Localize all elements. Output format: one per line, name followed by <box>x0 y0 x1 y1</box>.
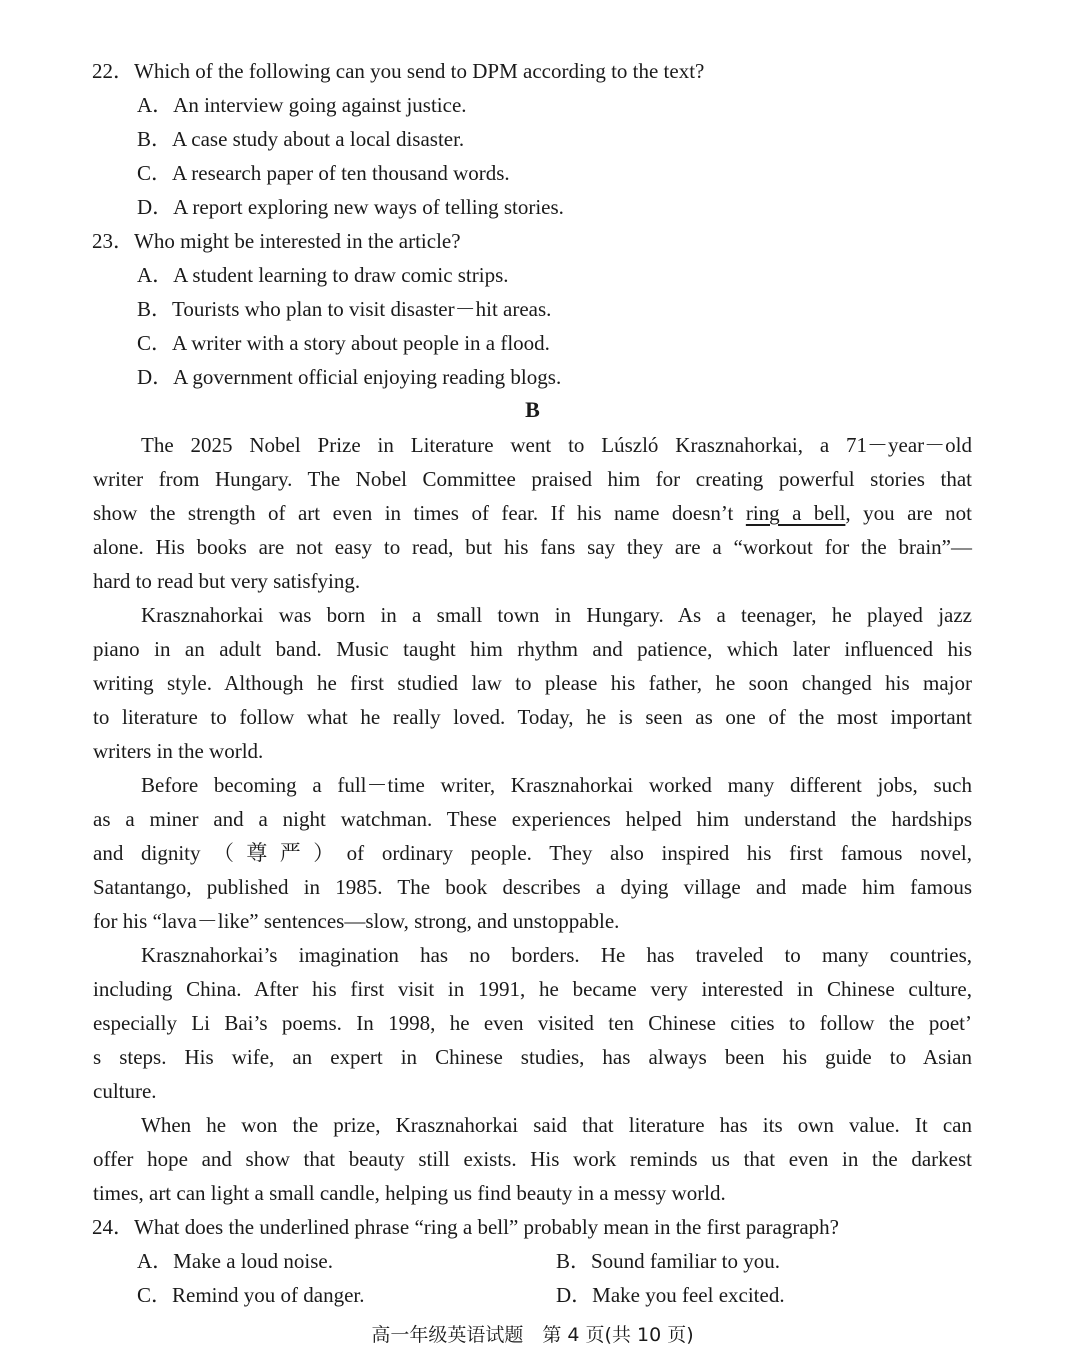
question-22-option-c: C．A research paper of ten thousand words. <box>137 161 510 185</box>
passage-p5-line3: times, art can light a small candle, helping us find beauty in a messy world. <box>93 1181 726 1205</box>
question-23-option-d: D．A government official enjoying reading blogs. <box>137 365 562 389</box>
passage-p2-line5: writers in the world. <box>93 739 264 763</box>
passage-p1-line3-text: show the strength of art even in times of fear. If his name doesn’t <box>93 501 734 525</box>
question-23-option-a: A．A student learning to draw comic strips. <box>137 263 509 287</box>
passage-p4-line2: including China. After his first visit in 1991, he became very interested in Chinese culture, <box>93 977 972 1001</box>
question-24-option-a: A．Make a loud noise. <box>137 1249 333 1273</box>
passage-p4-line4: s steps. His wife, an expert in Chinese studies, has always been his guide to Asian <box>93 1045 972 1069</box>
question-23-stem: 23．Who might be interested in the article? <box>92 229 461 253</box>
page-footer: 高一年级英语试题 第 4 页(共 10 页) <box>371 1324 694 1346</box>
question-24-option-c: C．Remind you of danger. <box>137 1283 365 1307</box>
passage-p3-line2: as a miner and a night watchman. These experiences helped him understand the hardships <box>93 807 972 831</box>
underlined-phrase-ring-a-bell: ring a bell <box>745 501 846 525</box>
question-22-option-d: D．A report exploring new ways of telling stories. <box>137 195 564 219</box>
question-24-option-b: B．Sound familiar to you. <box>556 1249 780 1273</box>
passage-p2-line2: piano in an adult band. Music taught him rhythm and patience, which later influenced his <box>93 637 972 661</box>
passage-p1-line3 <box>93 499 972 527</box>
passage-p4-line1: Krasznahorkai’s imagination has no borders. He has traveled to many countries, <box>141 943 972 967</box>
passage-p2-line1: Krasznahorkai was born in a small town in Hungary. As a teenager, he played jazz <box>141 603 972 627</box>
passage-p1-line1: The 2025 Nobel Prize in Literature went to Lúszló Krasznahorkai, a 71－year－old <box>141 433 972 457</box>
passage-p2-line4: to literature to follow what he really loved. Today, he is seen as one of the most important <box>93 705 972 729</box>
question-24-option-d: D．Make you feel excited. <box>556 1283 785 1307</box>
passage-p1-line3-tail: , you are not <box>845 501 973 525</box>
passage-p3-line4: Satantango, published in 1985. The book describes a dying village and made him famous <box>93 875 972 899</box>
passage-p5-line2: offer hope and show that beauty still exists. His work reminds us that even in the darkest <box>93 1147 972 1171</box>
question-24-stem: 24．What does the underlined phrase “ring a bell” probably mean in the first paragraph? <box>92 1215 839 1239</box>
section-b-heading: B <box>525 397 540 422</box>
passage-p4-line5: culture. <box>93 1079 157 1103</box>
question-23-option-b: B．Tourists who plan to visit disaster－hit areas. <box>137 297 552 321</box>
passage-p1-line5: hard to read but very satisfying. <box>93 569 361 593</box>
passage-p2-line3: writing style. Although he first studied law to please his father, he soon changed his major <box>93 671 972 695</box>
question-22-option-b: B．A case study about a local disaster. <box>137 127 465 151</box>
passage-p4-line3: especially Li Bai’s poems. In 1998, he even visited ten Chinese cities to follow the poet’ <box>93 1011 972 1035</box>
question-22-stem: 22．Which of the following can you send to DPM according to the text? <box>92 59 705 83</box>
passage-p1-line4: alone. His books are not easy to read, but his fans say they are a “workout for the brain”— <box>93 535 972 559</box>
passage-p1-line2: writer from Hungary. The Nobel Committee praised him for creating powerful stories that <box>93 467 972 491</box>
passage-p3-line5: for his “lava－like” sentences—slow, strong, and unstoppable. <box>93 909 620 933</box>
passage-p3-line1: Before becoming a full－time writer, Krasznahorkai worked many different jobs, such <box>141 773 972 797</box>
passage-p3-line3: and dignity（尊严）of ordinary people. They also inspired his first famous novel, <box>93 841 972 865</box>
question-22-option-a: A．An interview going against justice. <box>137 93 467 117</box>
passage-p5-line1: When he won the prize, Krasznahorkai said that literature has its own value. It can <box>141 1113 972 1137</box>
question-23-option-c: C．A writer with a story about people in a flood. <box>137 331 550 355</box>
